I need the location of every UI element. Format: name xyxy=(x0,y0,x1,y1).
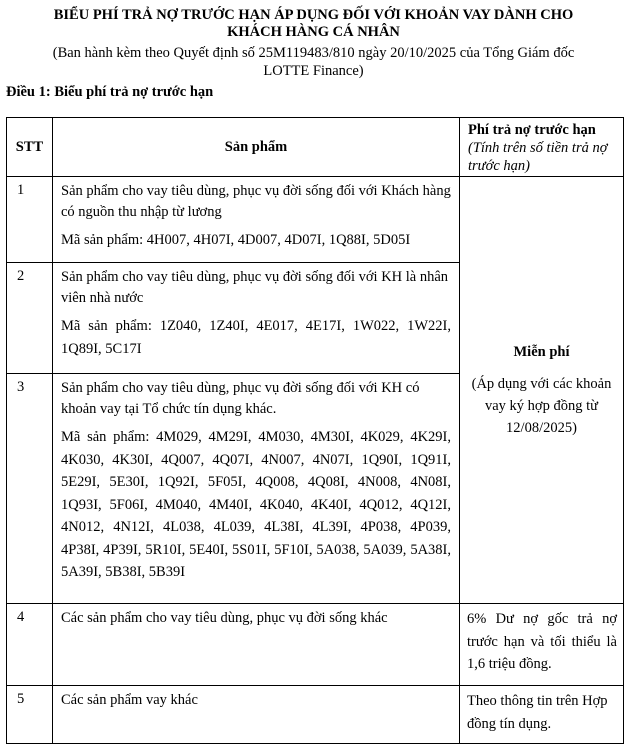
merged-fee-cell xyxy=(460,177,624,604)
fee-free-note: (Áp dụng với các khoản vay ký hợp đồng từ 12/08/2025) xyxy=(471,376,612,436)
header-stt: STT xyxy=(7,118,53,177)
product-description: Sản phẩm cho vay tiêu dùng, phục vụ đời sống đối với KH có khoản vay tại Tổ chức tín dụng khác. xyxy=(61,380,420,417)
row-product: Các sản phẩm cho vay tiêu dùng, phục vụ đời sống khác xyxy=(53,604,460,686)
row-product xyxy=(53,263,460,374)
table-row xyxy=(7,686,624,744)
fee-free-label: Miễn phí xyxy=(513,344,570,360)
header-fee xyxy=(460,118,624,177)
table-row xyxy=(7,177,624,263)
document-title-line1: BIỂU PHÍ TRẢ NỢ TRƯỚC HẠN ÁP DỤNG ĐỐI VỚI KHOẢN VAY DÀNH CHO xyxy=(53,7,574,23)
row-fee: 6% Dư nợ gốc trả nợ trước hạn và tối thiểu là 1,6 triệu đồng. xyxy=(460,604,624,686)
header-fee-note: (Tính trên số tiền trả nợ trước hạn) xyxy=(468,140,608,174)
row-stt: 5 xyxy=(7,686,53,744)
product-codes: Mã sản phẩm: 4H007, 4H07I, 4D007, 4D07I, 1Q88I, 5D05I xyxy=(61,232,411,248)
header-product: Sản phẩm xyxy=(53,118,460,177)
product-codes: Mã sản phẩm: 1Z040, 1Z40I, 4E017, 4E17I, 1W022, 1W22I, 1Q89I, 5C17I xyxy=(61,318,451,357)
product-description: Sản phẩm cho vay tiêu dùng, phục vụ đời sống đối với Khách hàng có nguồn thu nhập từ lương xyxy=(61,183,451,220)
row-stt: 2 xyxy=(7,263,53,374)
row-stt: 3 xyxy=(7,374,53,604)
table-row xyxy=(7,604,624,686)
row-product xyxy=(53,177,460,263)
product-description: Sản phẩm cho vay tiêu dùng, phục vụ đời sống đối với KH là nhân viên nhà nước xyxy=(61,269,449,306)
row-product xyxy=(53,374,460,604)
product-codes: Mã sản phẩm: 4M029, 4M29I, 4M030, 4M30I, 4K029, 4K29I, 4K030, 4K30I, 4Q007, 4Q07I, 4N007, 4N07I, 1Q90I, 1Q91I, 5E29I, 5E30I, 1Q92I, 5F05I, 4Q008, 4Q08I, 4N008, 4N08I, 1Q93I, 5F06I, 4M040, 4M40I, 4K040, 4K40I, 4Q012, 4Q12I, 4N012, 4N12I, 4L038, 4L039, 4L38I, 4L39I, 4P038, 4P039, 4P38I, 4P39I, 5R10I, 5E40I, 5S01I, 5F10I, 5A038, 5A039, 5A38I, 5A39I, 5B38I, 5B39I xyxy=(61,429,451,580)
header-fee-label: Phí trả nợ trước hạn xyxy=(468,122,596,138)
document-subtitle-line2: LOTTE Finance) xyxy=(263,63,364,79)
row-stt: 4 xyxy=(7,604,53,686)
fee-table xyxy=(6,117,624,744)
row-fee: Theo thông tin trên Hợp đồng tín dụng. xyxy=(460,686,624,744)
section-title: Điều 1: Biểu phí trả nợ trước hạn xyxy=(6,84,214,100)
document-title-line2: KHÁCH HÀNG CÁ NHÂN xyxy=(227,24,400,40)
row-product: Các sản phẩm vay khác xyxy=(53,686,460,744)
table-header-row xyxy=(7,118,624,177)
document-subtitle-line1: (Ban hành kèm theo Quyết định số 25M119483/810 ngày 20/10/2025 của Tổng Giám đốc xyxy=(52,45,575,61)
row-stt: 1 xyxy=(7,177,53,263)
